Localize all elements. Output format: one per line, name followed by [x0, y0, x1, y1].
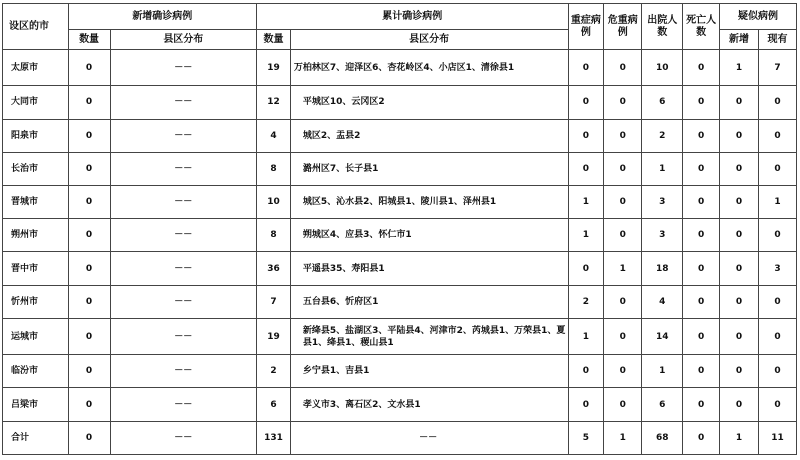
header-new-confirmed: 新增确诊病例: [68, 4, 257, 30]
new-count: 0: [68, 119, 110, 152]
new-district: －－: [110, 285, 257, 318]
table-row: [3, 388, 797, 421]
cumulative-district: 潞州区7、长子县1: [290, 152, 568, 185]
table-row: [3, 119, 797, 152]
discharged-count: 1: [642, 152, 683, 185]
critical-count: 0: [604, 86, 642, 119]
suspected-new-count: 0: [720, 119, 759, 152]
header-suspected: 疑似病例: [720, 4, 797, 30]
city-name: 太原市: [3, 50, 69, 86]
severe-count: 0: [568, 50, 604, 86]
new-count: 0: [68, 388, 110, 421]
severe-count: 0: [568, 119, 604, 152]
header-severe: 重症病例: [568, 4, 604, 50]
cumulative-district: 平遥县35、寿阳县1: [290, 252, 568, 285]
total-row: [3, 421, 797, 454]
suspected-current-count: 3: [759, 252, 797, 285]
suspected-new-count: 0: [720, 318, 759, 354]
cumulative-district: 万柏林区7、迎泽区6、杏花岭区4、小店区1、清徐县1: [290, 50, 568, 86]
new-district: －－: [110, 50, 257, 86]
suspected-current-count: 0: [759, 355, 797, 388]
cumulative-district: 孝义市3、离石区2、文水县1: [290, 388, 568, 421]
new-count: 0: [68, 355, 110, 388]
table-row: [3, 185, 797, 218]
city-name: 朔州市: [3, 219, 69, 252]
header-discharged: 出院人数: [642, 4, 683, 50]
death-count: 0: [683, 50, 720, 86]
total-label: 合计: [3, 421, 69, 454]
header-critical: 危重病例: [604, 4, 642, 50]
cumulative-district: 乡宁县1、吉县1: [290, 355, 568, 388]
cumulative-district: 城区5、沁水县2、阳城县1、陵川县1、泽州县1: [290, 185, 568, 218]
suspected-new-count: 1: [720, 50, 759, 86]
discharged-count: 4: [642, 285, 683, 318]
new-count: 0: [68, 285, 110, 318]
suspected-current-count: 0: [759, 219, 797, 252]
critical-count: 0: [604, 185, 642, 218]
header-cum-count: 数量: [257, 30, 291, 50]
severe-count: 0: [568, 86, 604, 119]
city-name: 大同市: [3, 86, 69, 119]
table-header: [3, 4, 797, 50]
city-name: 吕梁市: [3, 388, 69, 421]
suspected-current-count: 1: [759, 185, 797, 218]
new-count: 0: [68, 252, 110, 285]
discharged-count: 18: [642, 252, 683, 285]
cumulative-district: 新绛县5、盐湖区3、平陆县4、河津市2、芮城县1、万荣县1、夏县1、绛县1、稷山县1: [290, 318, 568, 354]
severe-count: 0: [568, 355, 604, 388]
death-count: 0: [683, 388, 720, 421]
total-suspected-new-count: 1: [720, 421, 759, 454]
new-count: 0: [68, 185, 110, 218]
new-district: －－: [110, 318, 257, 354]
suspected-new-count: 0: [720, 252, 759, 285]
suspected-current-count: 0: [759, 388, 797, 421]
total-death-count: 0: [683, 421, 720, 454]
cumulative-count: 6: [257, 388, 291, 421]
critical-count: 0: [604, 152, 642, 185]
new-count: 0: [68, 318, 110, 354]
city-name: 晋中市: [3, 252, 69, 285]
new-district: －－: [110, 119, 257, 152]
new-district: －－: [110, 252, 257, 285]
cumulative-count: 8: [257, 152, 291, 185]
suspected-new-count: 0: [720, 388, 759, 421]
suspected-current-count: 0: [759, 86, 797, 119]
cumulative-count: 19: [257, 50, 291, 86]
new-count: 0: [68, 50, 110, 86]
new-district: －－: [110, 388, 257, 421]
critical-count: 0: [604, 355, 642, 388]
discharged-count: 1: [642, 355, 683, 388]
suspected-current-count: 7: [759, 50, 797, 86]
cumulative-count: 7: [257, 285, 291, 318]
critical-count: 1: [604, 252, 642, 285]
total-cumulative-district: －－: [290, 421, 568, 454]
covid-case-table: [2, 3, 797, 455]
discharged-count: 3: [642, 185, 683, 218]
city-name: 阳泉市: [3, 119, 69, 152]
cumulative-count: 4: [257, 119, 291, 152]
suspected-current-count: 0: [759, 152, 797, 185]
critical-count: 0: [604, 388, 642, 421]
header-suspected-new: 新增: [720, 30, 759, 50]
suspected-new-count: 0: [720, 285, 759, 318]
severe-count: 0: [568, 252, 604, 285]
severe-count: 0: [568, 388, 604, 421]
total-severe-count: 5: [568, 421, 604, 454]
cumulative-count: 10: [257, 185, 291, 218]
new-district: －－: [110, 355, 257, 388]
new-district: －－: [110, 219, 257, 252]
header-city: 设区的市: [3, 4, 69, 50]
suspected-current-count: 0: [759, 318, 797, 354]
table-row: [3, 318, 797, 354]
death-count: 0: [683, 318, 720, 354]
discharged-count: 6: [642, 86, 683, 119]
header-cum-district: 县区分布: [290, 30, 568, 50]
discharged-count: 6: [642, 388, 683, 421]
severe-count: 0: [568, 152, 604, 185]
table-row: [3, 50, 797, 86]
cumulative-district: 平城区10、云冈区2: [290, 86, 568, 119]
critical-count: 0: [604, 119, 642, 152]
cumulative-district: 五台县6、忻府区1: [290, 285, 568, 318]
critical-count: 0: [604, 285, 642, 318]
death-count: 0: [683, 86, 720, 119]
new-district: －－: [110, 185, 257, 218]
suspected-current-count: 0: [759, 285, 797, 318]
city-name: 临汾市: [3, 355, 69, 388]
discharged-count: 2: [642, 119, 683, 152]
death-count: 0: [683, 285, 720, 318]
city-name: 长治市: [3, 152, 69, 185]
suspected-new-count: 0: [720, 219, 759, 252]
cumulative-district: 朔城区4、应县3、怀仁市1: [290, 219, 568, 252]
cumulative-count: 12: [257, 86, 291, 119]
suspected-new-count: 0: [720, 152, 759, 185]
critical-count: 0: [604, 219, 642, 252]
discharged-count: 10: [642, 50, 683, 86]
severe-count: 1: [568, 219, 604, 252]
new-count: 0: [68, 219, 110, 252]
table-row: [3, 252, 797, 285]
city-name: 晋城市: [3, 185, 69, 218]
total-new-count: 0: [68, 421, 110, 454]
table-row: [3, 152, 797, 185]
city-name: 运城市: [3, 318, 69, 354]
death-count: 0: [683, 355, 720, 388]
new-district: －－: [110, 152, 257, 185]
header-new-count: 数量: [68, 30, 110, 50]
suspected-current-count: 0: [759, 119, 797, 152]
total-cumulative-count: 131: [257, 421, 291, 454]
header-deaths: 死亡人数: [683, 4, 720, 50]
discharged-count: 14: [642, 318, 683, 354]
total-critical-count: 1: [604, 421, 642, 454]
critical-count: 0: [604, 318, 642, 354]
severe-count: 2: [568, 285, 604, 318]
cumulative-count: 8: [257, 219, 291, 252]
total-new-district: －－: [110, 421, 257, 454]
death-count: 0: [683, 152, 720, 185]
death-count: 0: [683, 185, 720, 218]
new-count: 0: [68, 86, 110, 119]
death-count: 0: [683, 219, 720, 252]
suspected-new-count: 0: [720, 185, 759, 218]
cumulative-count: 36: [257, 252, 291, 285]
severe-count: 1: [568, 185, 604, 218]
cumulative-count: 19: [257, 318, 291, 354]
critical-count: 0: [604, 50, 642, 86]
table-row: [3, 285, 797, 318]
discharged-count: 3: [642, 219, 683, 252]
table-row: [3, 355, 797, 388]
table-row: [3, 219, 797, 252]
new-count: 0: [68, 152, 110, 185]
table-row: [3, 86, 797, 119]
suspected-new-count: 0: [720, 86, 759, 119]
cumulative-district: 城区2、盂县2: [290, 119, 568, 152]
suspected-new-count: 0: [720, 355, 759, 388]
severe-count: 1: [568, 318, 604, 354]
death-count: 0: [683, 119, 720, 152]
header-cumulative-confirmed: 累计确诊病例: [257, 4, 568, 30]
total-suspected-current-count: 11: [759, 421, 797, 454]
header-suspected-current: 现有: [759, 30, 797, 50]
new-district: －－: [110, 86, 257, 119]
death-count: 0: [683, 252, 720, 285]
header-new-district: 县区分布: [110, 30, 257, 50]
cumulative-count: 2: [257, 355, 291, 388]
city-name: 忻州市: [3, 285, 69, 318]
total-discharged-count: 68: [642, 421, 683, 454]
